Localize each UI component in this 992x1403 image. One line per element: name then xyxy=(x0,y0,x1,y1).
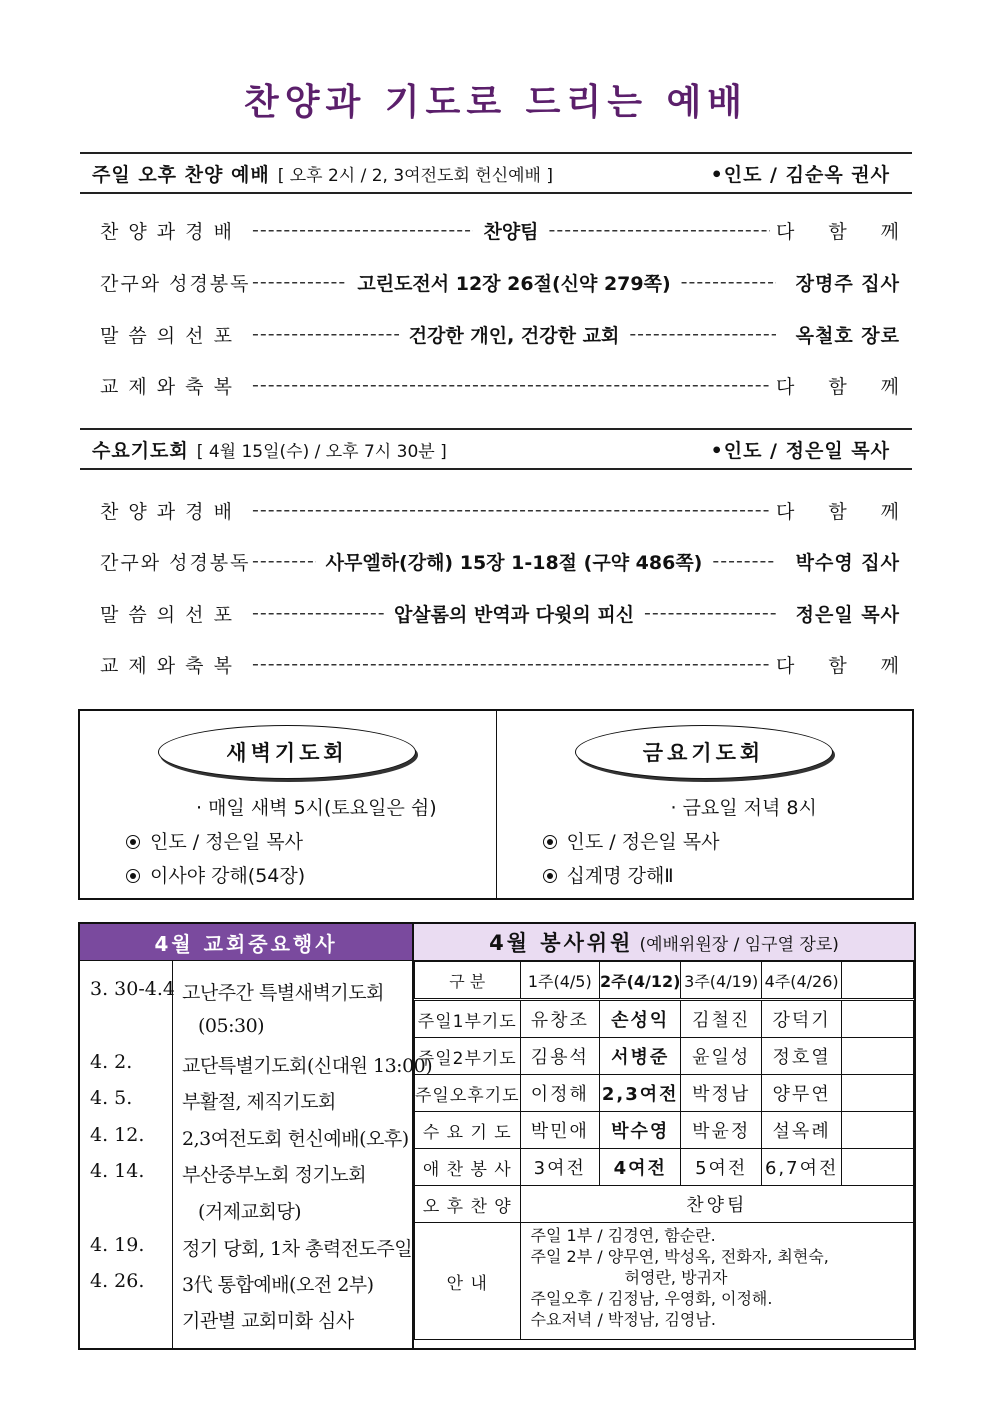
bullet-icon xyxy=(543,869,557,883)
table-row-guide: 안 내 주일 1부 / 김경연, 함순란. 주일 2부 / 양무연, 박성옥, 전화자, 최현숙, 허영란, 방귀자 주일오후 / 김정남, 우영화, 이정해. 수요저녁 / 박정남, 김영남. xyxy=(415,1223,914,1340)
wednesday-row-worship xyxy=(100,495,900,525)
sunday-row-worship xyxy=(100,215,900,245)
wednesday-service-header xyxy=(80,428,912,470)
sunday-row-blessing xyxy=(100,370,900,400)
table-header-row: 구 분 1주(4/5) 2주(4/12) 3주(4/19) 4주(4/26) xyxy=(415,962,914,1000)
row-person: 다 함 께 xyxy=(776,375,900,398)
row-person: 다 함 께 xyxy=(776,500,900,523)
row-label: 간구와 성경봉독 xyxy=(100,272,251,295)
bullet-icon xyxy=(543,835,557,849)
event-row: 4. 14. 부산중부노회 정기노회 xyxy=(90,1160,367,1186)
friday-prayer-panel xyxy=(496,711,913,898)
page-title: 찬양과 기도로 드리는 예배 xyxy=(243,82,749,123)
event-row: 4. 26. 3代 통합예배(오전 2부) xyxy=(90,1270,374,1296)
wednesday-service-info: [ 4월 15일(수) / 오후 7시 30분 ] xyxy=(196,441,447,462)
row-label: 찬 양 과 경 배 xyxy=(100,500,234,523)
row-person: 정은일 목사 xyxy=(795,603,900,626)
event-row: (거제교회당) xyxy=(198,1201,302,1223)
table-row: 주일2부기도 김용석 서병준 윤일성 정호열 xyxy=(415,1038,914,1075)
event-row: 4. 5. 부활절, 제직기도회 xyxy=(90,1087,336,1113)
dawn-prayer-topic-line xyxy=(126,861,305,888)
service-table xyxy=(414,961,914,1340)
table-row-afternoon-praise: 오 후 찬 양 찬양팀 xyxy=(415,1186,914,1223)
bullet-icon xyxy=(126,835,140,849)
wednesday-row-scripture xyxy=(100,546,900,576)
prayer-meetings-box xyxy=(78,709,914,900)
event-row: 4. 12. 2,3여전도회 헌신예배(오후) xyxy=(90,1124,409,1150)
table-row: 수 요 기 도 박민애 박수영 박윤정 설옥례 xyxy=(415,1112,914,1149)
row-person: 다 함 께 xyxy=(776,654,900,677)
row-label: 교 제 와 축 복 xyxy=(100,375,234,398)
sunday-service-name: 주일 오후 찬양 예배 xyxy=(92,163,270,186)
row-label: 말 씀 의 선 포 xyxy=(100,324,234,347)
row-content: 건강한 개인, 건강한 교회 xyxy=(408,324,620,347)
sunday-service-leader: •인도 / 김순옥 권사 xyxy=(710,163,890,186)
bullet-icon xyxy=(126,869,140,883)
row-content: 압살롬의 반역과 다윗의 피신 xyxy=(393,603,635,626)
friday-prayer-topic: 십계명 강해Ⅱ xyxy=(566,865,674,887)
friday-prayer-leader: 인도 / 정은일 목사 xyxy=(566,831,720,853)
dawn-prayer-title: 새벽기도회 xyxy=(158,725,416,779)
row-content: 고린도전서 12장 26절(신약 279쪽) xyxy=(357,272,671,295)
dawn-prayer-topic: 이사야 강해(54장) xyxy=(150,865,306,887)
friday-prayer-leader-line xyxy=(543,827,720,854)
sunday-row-sermon xyxy=(100,319,900,349)
service-header xyxy=(414,924,914,961)
row-content: 사무엘하(강해) 15장 1-18절 (구약 486쪽) xyxy=(325,551,703,574)
friday-prayer-time: · 금요일 저녁 8시 xyxy=(670,797,817,819)
row-content: 찬양팀 xyxy=(483,220,539,243)
event-row: 기관별 교회미화 심사 xyxy=(182,1310,354,1332)
friday-prayer-topic-line xyxy=(543,861,674,888)
table-row: 주일1부기도 유창조 손성익 김철진 강덕기 xyxy=(415,1000,914,1038)
sunday-service-info: [ 오후 2시 / 2, 3여전도회 헌신예배 ] xyxy=(277,165,553,186)
dawn-prayer-panel xyxy=(80,711,496,898)
wednesday-row-blessing xyxy=(100,649,900,679)
events-title: 4월 교회중요행사 xyxy=(80,924,412,961)
table-row: 주일오후기도 이정해 2,3여전 박정남 양무연 xyxy=(415,1075,914,1112)
wednesday-row-sermon xyxy=(100,598,900,628)
service-subtitle: (예배위원장 / 임구열 장로) xyxy=(639,934,839,955)
row-person: 옥철호 장로 xyxy=(795,324,900,347)
wednesday-service-leader: •인도 / 정은일 목사 xyxy=(710,439,890,462)
row-person: 다 함 께 xyxy=(776,220,900,243)
dawn-prayer-time: · 매일 새벽 5시(토요일은 쉼) xyxy=(196,797,437,819)
event-row: 4. 2. 교단특별기도회(신대원 13:00) xyxy=(90,1051,433,1077)
dawn-prayer-leader: 인도 / 정은일 목사 xyxy=(150,831,303,853)
service-title: 4월 봉사위원 xyxy=(489,931,634,955)
sunday-service-header xyxy=(80,152,912,194)
row-label: 교 제 와 축 복 xyxy=(100,654,234,677)
event-row: (05:30) xyxy=(198,1015,265,1037)
friday-prayer-title: 금요기도회 xyxy=(575,725,833,779)
table-row: 애 찬 봉 사 3여전 4여전 5여전 6,7여전 xyxy=(415,1149,914,1186)
guide-notes: 주일 1부 / 김경연, 함순란. 주일 2부 / 양무연, 박성옥, 전화자, 최현숙, 허영란, 방귀자 주일오후 / 김정남, 우영화, 이정해. 수요저녁 / 박정남, 김영남. xyxy=(520,1223,913,1340)
event-row: 4. 19. 정기 당회, 1차 총력전도주일 xyxy=(90,1234,413,1260)
row-person: 장명주 집사 xyxy=(795,272,900,295)
wednesday-service-name: 수요기도회 xyxy=(92,439,189,462)
row-person: 박수영 집사 xyxy=(795,551,900,574)
event-row: 3. 30-4.4 고난주간 특별새벽기도회 xyxy=(90,978,384,1004)
row-label: 간구와 성경봉독 xyxy=(100,551,251,574)
dawn-prayer-leader-line xyxy=(126,827,303,854)
row-label: 찬 양 과 경 배 xyxy=(100,220,234,243)
sunday-row-scripture xyxy=(100,267,900,297)
row-label: 말 씀 의 선 포 xyxy=(100,603,234,626)
bottom-panel xyxy=(78,922,916,1350)
